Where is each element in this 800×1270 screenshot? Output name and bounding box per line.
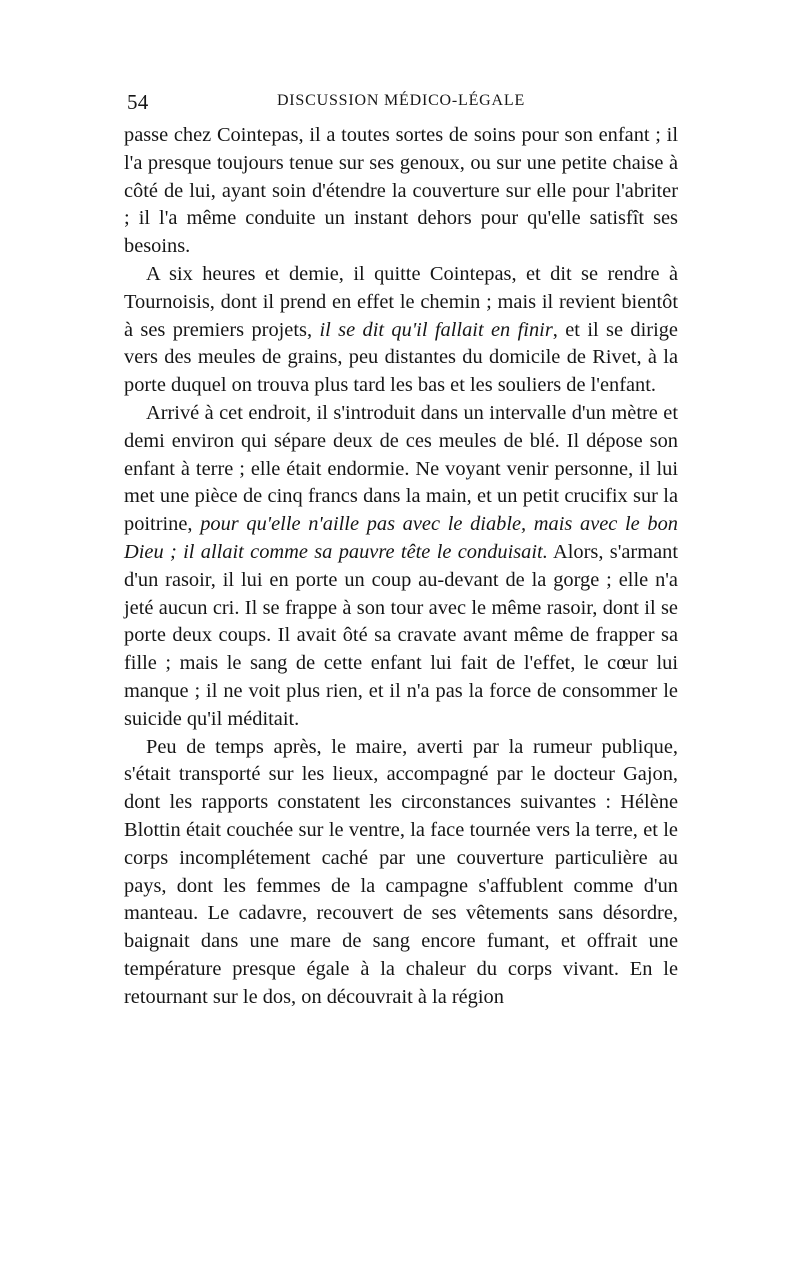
body-text bbox=[124, 122, 678, 1012]
text-segment: A six heures et demie, il quitte Cointepas, et dit se rendre à Tournoisis, dont il prend en effet le chemin ; mais il revient bientôt à ses premiers projets, bbox=[124, 262, 678, 341]
running-title: DISCUSSION MÉDICO-LÉGALE bbox=[276, 92, 526, 109]
book-page bbox=[124, 86, 678, 1012]
text-segment: Arrivé à cet endroit, il s'introduit dans un intervalle d'un mètre et demi environ qui sépare deux de ces meules de blé. Il dépose son enfant à terre ; elle était endormie. Ne voyant venir personne, il lui met une pièce de cinq francs dans la main, et un petit crucifix sur la poitrine, bbox=[124, 401, 678, 536]
running-header bbox=[124, 86, 678, 118]
text-segment: Alors, s'armant d'un rasoir, il lui en porte un coup au-devant de la gorge ; elle n'a jeté aucun cri. Il se frappe à son tour avec le même rasoir, dont il se porte deux coups. Il avait ôté sa cravate avant même de frapper sa fille ; mais le sang de cette enfant lui fait de l'effet, le cœur lui manque ; il ne voit plus rien, et il n'a pas la force de consommer le suicide qu'il méditait. bbox=[124, 540, 678, 730]
text-segment: Peu de temps après, le maire, averti par la rumeur publique, s'était transporté sur les lieux, accompagné par le docteur Gajon, dont les rapports constatent les circonstances suivantes : Hélène Blottin était couchée sur le ventre, la face tournée vers la terre, et le corps incomplétement caché par une couverture particulière au pays, dont les femmes de la campagne s'affublent comme d'un manteau. Le cadavre, recouvert de ses vêtements sans désordre, baignait dans une mare de sang encore fumant, et offrait une température presque égale à la chaleur du corps vivant. En le retournant sur le dos, on découvrait à la région bbox=[124, 735, 678, 1008]
italic-quote: il se dit qu'il fallait en finir bbox=[319, 318, 553, 341]
italic-quote: pour qu'elle n'aille pas avec le diable, mais avec le bon Dieu ; il allait comme sa pauvre tête le conduisait. bbox=[124, 513, 678, 563]
text-segment: , et il se dirige vers des meules de grains, peu distantes du domicile de Rivet, à la porte duquel on trouva plus tard les bas et les souliers de l'enfant. bbox=[124, 318, 678, 397]
paragraph-2 bbox=[124, 261, 678, 400]
text-segment: passe chez Cointepas, il a toutes sortes de soins pour son enfant ; il l'a presque toujours tenue sur ses genoux, ou sur une petite chaise à côté de lui, ayant soin d'étendre la couverture sur elle pour l'abriter ; il l'a même conduite un instant dehors pour qu'elle satisfît ses besoins. bbox=[124, 124, 678, 258]
paragraph-1 bbox=[124, 122, 678, 261]
page-number: 54 bbox=[127, 90, 149, 114]
paragraph-4 bbox=[124, 734, 678, 1012]
paragraph-3 bbox=[124, 400, 678, 734]
